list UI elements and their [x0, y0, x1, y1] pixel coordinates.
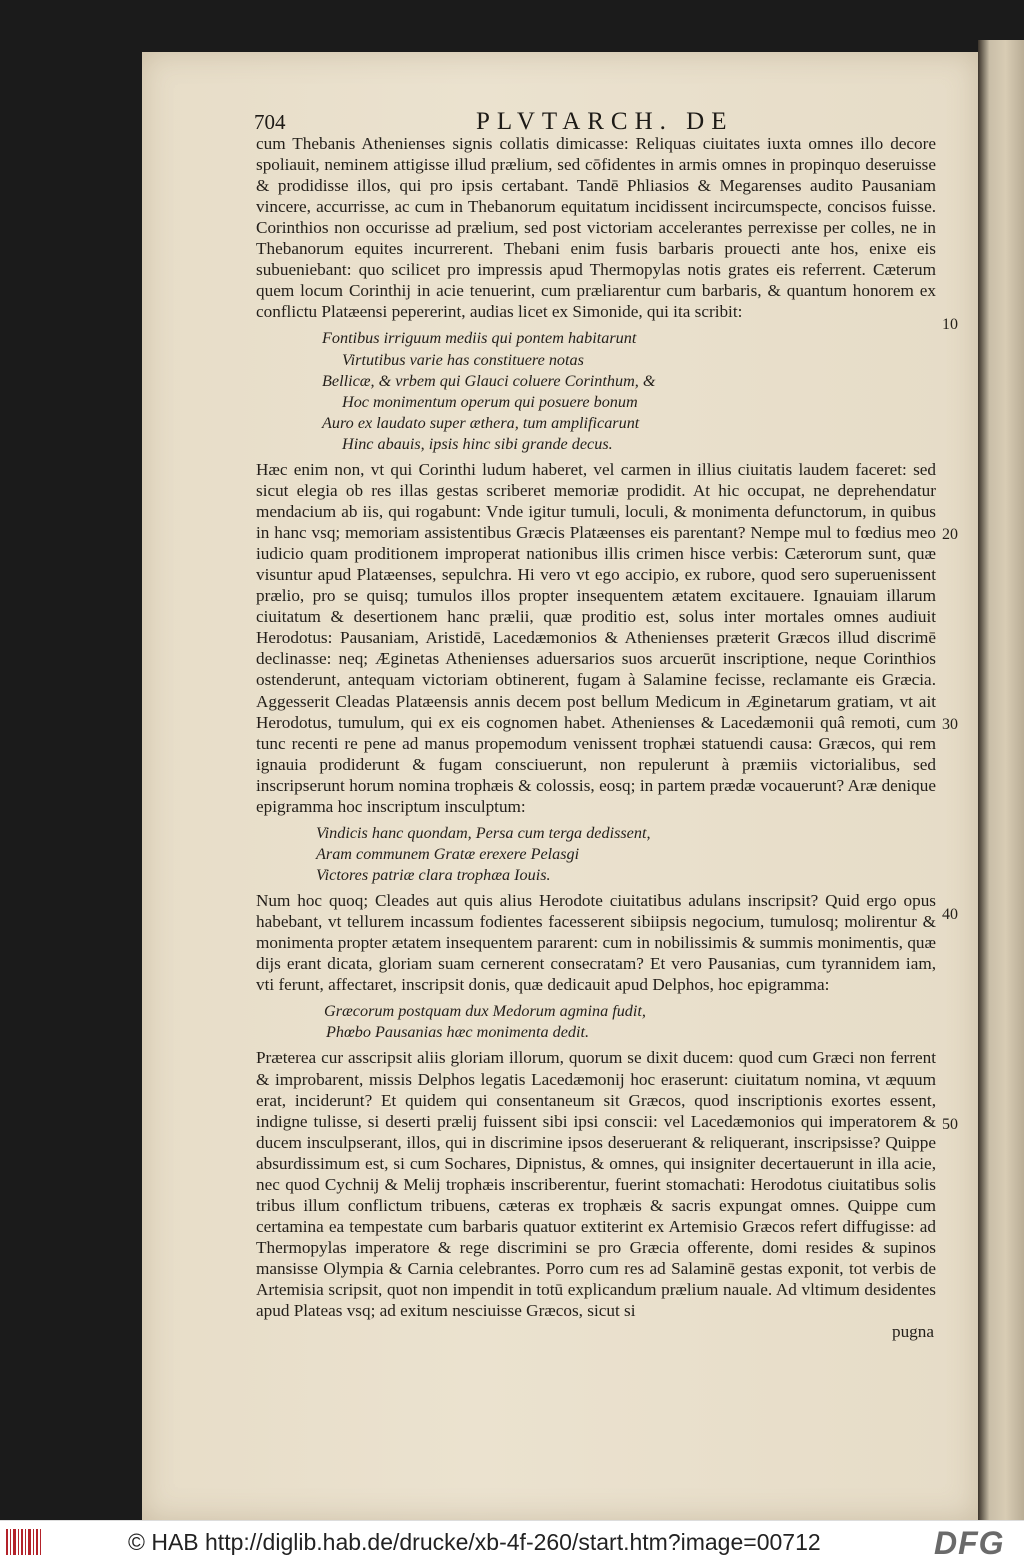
verse-line: Vindicis hanc quondam, Persa cum terga dedissent, — [316, 823, 651, 842]
verse-ara-epigram — [256, 823, 936, 886]
verse-line: Fontibus irriguum mediis qui pontem habitarunt — [322, 329, 637, 348]
catchword: pugna — [891, 1322, 934, 1342]
margin-line-number: 50 — [942, 1116, 958, 1133]
folio-number: 704 — [254, 110, 286, 134]
margin-line-number: 20 — [942, 526, 958, 543]
copyright-url[interactable]: © HAB http://diglib.hab.de/drucke/xb-4f-260/start.htm?image=00712 — [128, 1529, 821, 1555]
verse-line: Auro ex laudato super æthera, tum amplificarunt — [322, 413, 640, 432]
verse-simonides — [256, 328, 936, 455]
paragraph-2: Hæc enim non, vt qui Corinthi ludum haberet, vel carmen in illius ciuitatis laudem faceret: sed sicut elegia ob res illas gestas scriberet memoriæ prodidit. At hic occupat, ne deprehendatur mendacium ab iis, qui rogabunt: Vnde igitur tumuli, loculi, & monimenta defunctorum, in quibus in hanc vsq; memoriam assistentibus Græcis Platæenses eis parentant? Nempe mul to fœdius meo iudicio quam proditionem improperat nationibus illis crimen hisce verbis: Cæterorum sunt, quæ visuntur apud Platæenses, sepulchra. Hi vero vt ego accipio, ex rubore, quod sero superuenissent prælio, pro se quisq; tumulos illos propter insequentem ætatem excitauere. Ignauiam illarum ciuitatum & desertionem hanc prælii, quæ proditio est, solus inter mortales omnes audiuit Herodotus: Pausaniam, Aristidē, Lacedæmonios & Athenienses præterit Græcos illud discrimē declinasse: neq; Æginetas Athenienses aduersarios suos arcuerūt inscriptione, neque Corinthios ostenderunt, antequam victoriam obtinerent, fugam à Salamine fecisse, reclamante eis Græcia. Aggesserit Cleadas Platæensis annis decem post bellum Medicum in Æginetarum gratiam, vt ait Herodotus, tumulum, qui ex eis cognomen habet. Athenienses & Lacedæmonii quâ remoti, cum tunc recenti re pene ad manus propemodum venissent trophæi statuendi causa: Græcos, qui rem ignauia prodiderunt & fugam consciuerunt, non repulerunt à præmiis victorialibus, sed inscripserunt horum nomina trophæis & colossis, eosq; in partem prædæ vocauerunt? Aræ denique epigramma hoc inscriptum insculptum: — [256, 459, 936, 816]
margin-line-number: 30 — [942, 716, 958, 733]
verse-line: Aram communem Gratæ erexere Pelasgi — [316, 844, 580, 863]
verse-line: Phœbo Pausanias hæc monimenta dedit. — [326, 1023, 590, 1042]
main-text-block — [256, 133, 936, 1342]
dfg-logo: DFG — [934, 1525, 1005, 1561]
paragraph-1: cum Thebanis Athenienses signis collatis dimicasse: Reliquas ciuitates iuxta omnes illo decore spoliauit, neminem attigisse illud prælium, sed cōfidentes in armis omnes in propinquo deseruisse & prodidisse illos, qui pro ipsis certabant. Tandē Phliasios & Megarenses audito Pausaniam vincere, accurrisse, ac cum in Thebanorum equitatum incidissent incircumspecte, concisos fuisse. Corinthios non occurisse ad prælium, sed post victoriam accelerantes perrexisse per colles, ne in Thebanorum equites incurrerent. Thebani enim fusis barbaris prouecti ante hos, enixe eis subueniebant: quo scilicet pro impressis apud Thermopylas notis grates eis referrent. Cæterum quem locum Corinthij in acie tenuerint, cum præliarentur cum barbaris, & quantum honorem ex conflictu Platæensi pepererint, audias licet ex Simonide, qui ita scribit: — [256, 134, 936, 322]
verse-line: Hoc monimentum operum qui posuere bonum — [342, 392, 638, 411]
paragraph-4: Præterea cur asscripsit aliis gloriam illorum, quorum se dixit ducem: quod cum Græci non ferrent & improbarent, missis Delphos legatis Lacedæmonij hoc eraserunt: ciuitatum nomina, vt æquum erat, inciderunt? Et quidem qui consentaneum sit Græcos, quod inscriptionis exortes essent, indigne tulisse, si deserti prælij fuissent sibi ipsi conscii: vel Lacedæmonios qui imperatorem & ducem insculpserant, illos, qui in discrimine ipsos deseruerant & reliquerant, inscripsisse? Quippe absurdissimum est, si cum Sochares, Dipnistus, & omnes, qui insigniter decertauerunt in illa acie, nec quod Cychnij & Melij trophæis inscriberentur, fuerint stomachati: Herodotus ciuitatibus solis tribus illum conflictum tribuens, cæteras ex trophæis & sacris expungat omnes. Quippe cum certamina ea tempestate cum barbaris quatuor extiterint ex Artemisio Græcos refert diffugisse: ad Thermopylas imperatore & rege discrimini se pro Græcia offerente, domi resides & supinos mansisse Olympia & Carnia celebrantes. Porro cum res ad Salaminē gestas exponit, tot verbis de Artemisia scripsit, quot non impendit in totū explicandum prælium nauale. Ad vltimum desidentes apud Plateas vsq; ad exitum nesciuisse Græcos, sicut si — [256, 1048, 936, 1321]
facing-page-edge — [978, 40, 1024, 1520]
verse-line: Virtutibus varie has constituere notas — [342, 350, 584, 369]
verse-line: Hinc abauis, ipsis hinc sibi grande decus. — [342, 434, 613, 453]
running-head: PLVTARCH. DE — [476, 108, 734, 135]
footer-bar — [0, 1520, 1024, 1563]
margin-line-number: 40 — [942, 906, 958, 923]
verse-line: Victores patriæ clara trophæa Iouis. — [316, 865, 551, 884]
verse-line: Bellicæ, & vrbem qui Glauci coluere Corinthum, & — [322, 371, 656, 390]
barcode-icon — [6, 1529, 42, 1555]
margin-line-number: 10 — [942, 316, 958, 333]
verse-line: Græcorum postquam dux Medorum agmina fudit, — [324, 1002, 646, 1021]
verse-pausanias-epigram — [256, 1001, 936, 1043]
paragraph-3: Num hoc quoq; Cleades aut quis alius Herodote ciuitatibus adulans inscripsit? Quid ergo opus habebant, vt tellurem incassum fodientes facesserent sibiipsis negocium, tumulosq; molirentur & monimenta propter ætatem insequentem pararent: cum in nobilissimis & summis monimentis, quæ dijs erant dicata, gloriam suam cernerent consecratam? Et vero Pausanias, cum tyrannidem iam, vti ferunt, affectaret, inscripsit donis, quæ dedicauit apud Delphos, hoc epigramma: — [256, 891, 936, 995]
